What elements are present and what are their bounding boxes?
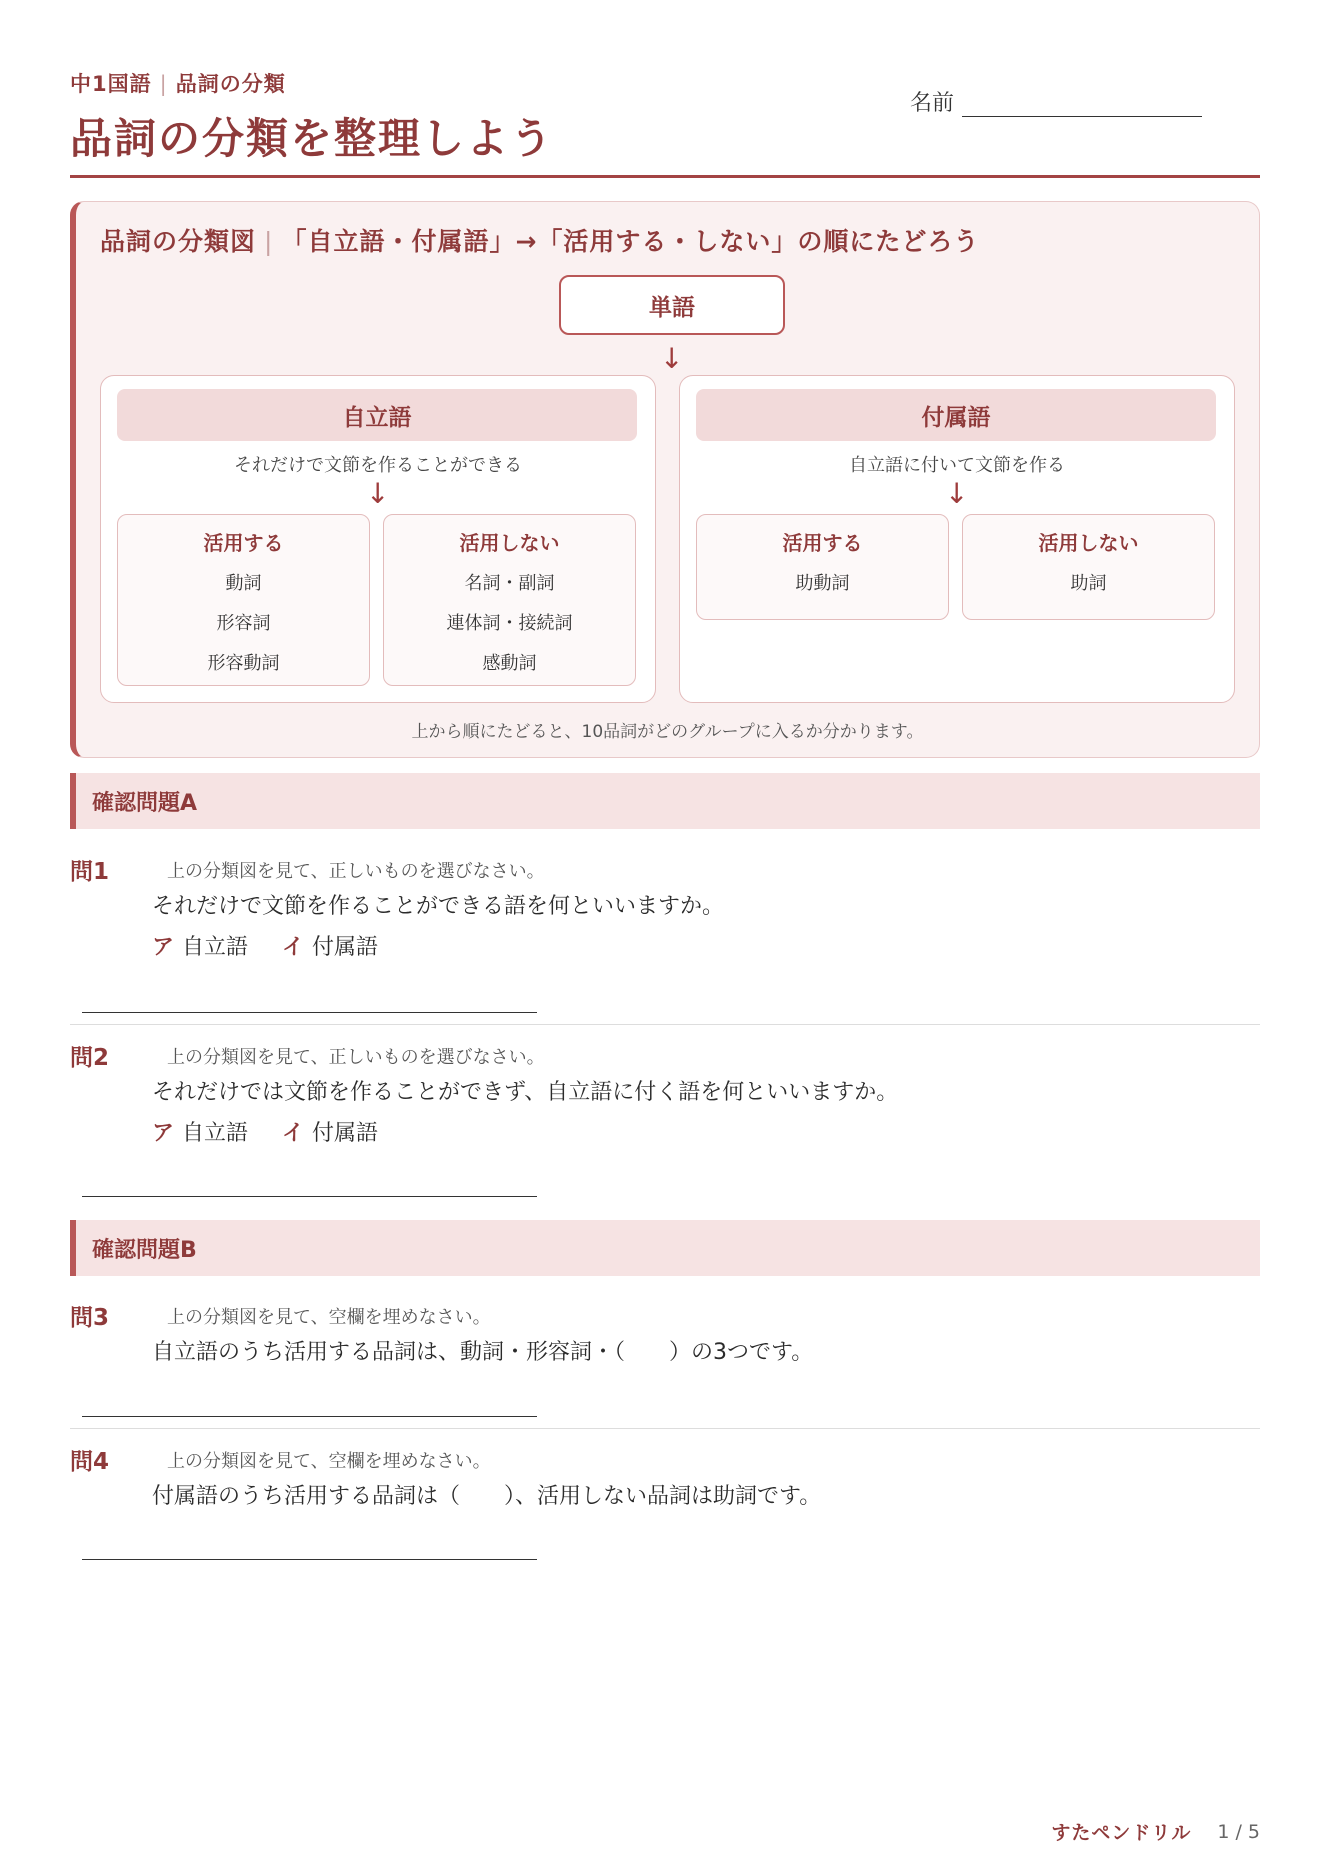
name-field[interactable] <box>910 86 1202 117</box>
diagram-note: 上から順にたどると、10品詞がどのグループに入るか分かります。 <box>411 722 924 742</box>
subject-topic: 品詞の分類 <box>175 72 286 96</box>
answer-line[interactable] <box>82 1416 537 1417</box>
choice-list <box>152 930 378 961</box>
part-of-speech: 形容詞 <box>216 613 271 634</box>
down-arrow-icon: ↓ <box>945 477 969 510</box>
classification-diagram <box>70 201 1260 758</box>
question-text: 自立語のうち活用する品詞は、動詞・形容詞・（ ）の3つです。 <box>152 1340 814 1365</box>
subject-separator: | <box>159 72 168 96</box>
part-of-speech: 動詞 <box>225 573 262 594</box>
page-title: 品詞の分類を整理しよう <box>70 114 555 163</box>
choice-label[interactable]: 自立語 <box>182 935 249 960</box>
section-a-heading: 確認問題A <box>70 773 1260 829</box>
diagram-title-separator: | <box>264 227 274 256</box>
sub-inflecting <box>696 514 949 620</box>
part-of-speech: 形容動詞 <box>207 653 280 674</box>
choice-mark: ア <box>152 1121 175 1146</box>
root-node: 単語 <box>559 275 785 335</box>
question-divider <box>70 1024 1260 1025</box>
question-text: それだけでは文節を作ることができず、自立語に付く語を何といいますか。 <box>152 1080 899 1105</box>
group-description: 自立語に付いて文節を作る <box>849 455 1065 476</box>
sub-inflecting <box>117 514 370 686</box>
diagram-title-sub: 「自立語・付属語」→「活用する・しない」の順にたどろう <box>281 227 980 256</box>
question-text: 付属語のうち活用する品詞は（ ）、活用しない品詞は助詞です。 <box>152 1484 822 1509</box>
diagram-title-main: 品詞の分類図 <box>100 227 257 256</box>
group-independent-words <box>100 375 656 703</box>
part-of-speech: 連体詞・接続詞 <box>446 613 573 634</box>
part-of-speech: 名詞・副詞 <box>464 573 555 594</box>
down-arrow-icon: ↓ <box>366 477 390 510</box>
choice-label[interactable]: 付属語 <box>312 1121 379 1146</box>
choice-label[interactable]: 付属語 <box>312 935 379 960</box>
choice-mark: イ <box>282 935 305 960</box>
group-dependent-words <box>679 375 1235 703</box>
sub-head: 活用しない <box>459 531 560 555</box>
sub-head: 活用する <box>203 531 284 555</box>
choice-label[interactable]: 自立語 <box>182 1121 249 1146</box>
answer-line[interactable] <box>82 1559 537 1560</box>
header-divider <box>70 175 1260 178</box>
question-number: 問3 <box>70 1305 110 1331</box>
question-text: それだけで文節を作ることができる語を何といいますか。 <box>152 894 725 919</box>
question-divider <box>70 1428 1260 1429</box>
sub-non-inflecting <box>962 514 1215 620</box>
subject-grade: 中1国語 <box>70 72 152 96</box>
part-of-speech: 助動詞 <box>795 573 850 594</box>
part-of-speech: 助詞 <box>1070 573 1107 594</box>
sub-non-inflecting <box>383 514 636 686</box>
name-input-line[interactable] <box>962 89 1202 117</box>
choice-list <box>152 1116 378 1147</box>
answer-line[interactable] <box>82 1196 537 1197</box>
question-instruction: 上の分類図を見て、空欄を埋めなさい。 <box>167 1307 491 1328</box>
answer-line[interactable] <box>82 1012 537 1013</box>
choice-mark: ア <box>152 935 175 960</box>
brand-name: すたペンドリル <box>1051 1822 1192 1844</box>
sub-head: 活用しない <box>1038 531 1139 555</box>
question-instruction: 上の分類図を見て、正しいものを選びなさい。 <box>167 1047 545 1068</box>
name-label: 名前 <box>909 91 954 116</box>
part-of-speech: 感動詞 <box>482 653 537 674</box>
question-instruction: 上の分類図を見て、正しいものを選びなさい。 <box>167 861 545 882</box>
question-instruction: 上の分類図を見て、空欄を埋めなさい。 <box>167 1451 491 1472</box>
page-number: 1 / 5 <box>1217 1820 1260 1843</box>
question-number: 問1 <box>70 859 110 885</box>
group-description: それだけで文節を作ることができる <box>234 455 522 476</box>
group-head: 付属語 <box>696 389 1216 441</box>
sub-head: 活用する <box>782 531 863 555</box>
page-footer <box>1051 1818 1260 1845</box>
question-number: 問2 <box>70 1045 110 1071</box>
question-number: 問4 <box>70 1449 110 1475</box>
diagram-title <box>100 222 979 258</box>
group-head: 自立語 <box>117 389 637 441</box>
down-arrow-icon: ↓ <box>660 342 684 375</box>
page-header <box>70 68 1260 166</box>
section-b-heading: 確認問題B <box>70 1220 1260 1276</box>
choice-mark: イ <box>282 1121 305 1146</box>
